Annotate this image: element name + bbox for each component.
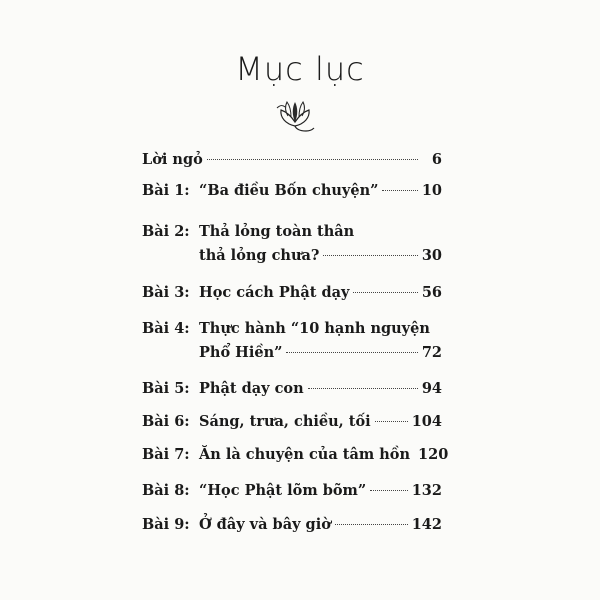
toc-page-number: 132 — [411, 482, 442, 499]
toc-entry-title: Sáng, trưa, chiều, tối — [199, 413, 371, 430]
toc-entry[interactable] — [142, 317, 442, 365]
toc-leader-dots — [286, 352, 417, 353]
toc-leader-dots — [207, 159, 418, 160]
toc-entry[interactable] — [142, 179, 442, 203]
toc-page-number: 120 — [418, 446, 449, 463]
toc-page-number: 104 — [411, 413, 442, 430]
toc-leader-dots — [308, 388, 418, 389]
toc-page-number: 6 — [431, 151, 442, 168]
toc-entry-number: Bài 7: — [142, 446, 190, 463]
toc-entry-title: Thực hành “10 hạnh nguyện — [199, 320, 430, 337]
toc-page-number: 10 — [421, 182, 442, 199]
toc-entry[interactable] — [142, 443, 449, 467]
toc-page-number: 72 — [421, 344, 442, 361]
toc-leader-dots — [353, 292, 417, 293]
toc-entry-number: Bài 5: — [142, 380, 190, 397]
toc-leader-dots — [335, 524, 408, 525]
toc-entry[interactable] — [142, 410, 442, 434]
toc-entry-number: Bài 8: — [142, 482, 190, 499]
page-title: Mục lục — [235, 50, 365, 88]
toc-entry-title: Ở đây và bây giờ — [199, 516, 331, 533]
toc-entry-title: Học cách Phật dạy — [199, 284, 350, 301]
toc-entry-title: Thả lỏng toàn thân — [199, 223, 355, 240]
toc-entry[interactable] — [142, 148, 442, 172]
toc-entry-title: “Học Phật lõm bõm” — [199, 482, 367, 499]
toc-leader-dots — [323, 255, 417, 256]
toc-page-number: 94 — [421, 380, 442, 397]
toc-entry-number: Bài 9: — [142, 516, 190, 533]
toc-entry-number: Bài 1: — [142, 182, 190, 199]
toc-leader-dots — [382, 190, 417, 191]
toc-leader-dots — [375, 421, 408, 422]
toc-entry-title: thả lỏng chưa? — [199, 247, 320, 264]
toc-page-number: 56 — [421, 284, 442, 301]
toc-entry[interactable] — [142, 479, 442, 503]
toc-entry[interactable] — [142, 377, 442, 401]
toc-entry-title: Phổ Hiền” — [199, 344, 283, 361]
toc-page-number: 142 — [411, 516, 442, 533]
toc-entry-number: Bài 2: — [142, 223, 190, 240]
lotus-ornament-icon — [272, 96, 318, 136]
toc-entry-title: Ăn là chuyện của tâm hồn — [199, 446, 411, 463]
toc-entry-title: “Ba điều Bốn chuyện” — [199, 182, 379, 199]
toc-leader-dots — [370, 490, 407, 491]
toc-entry[interactable] — [142, 281, 442, 305]
toc-entry-number: Bài 6: — [142, 413, 190, 430]
toc-entry-title: Phật dạy con — [199, 380, 304, 397]
toc-entry-number: Bài 4: — [142, 320, 190, 337]
toc-entry-title: Lời ngỏ — [142, 151, 203, 168]
toc-page-number: 30 — [421, 247, 442, 264]
toc-entry-number: Bài 3: — [142, 284, 190, 301]
toc-entry[interactable] — [142, 513, 442, 537]
toc-entry[interactable] — [142, 220, 442, 268]
table-of-contents — [142, 148, 449, 537]
